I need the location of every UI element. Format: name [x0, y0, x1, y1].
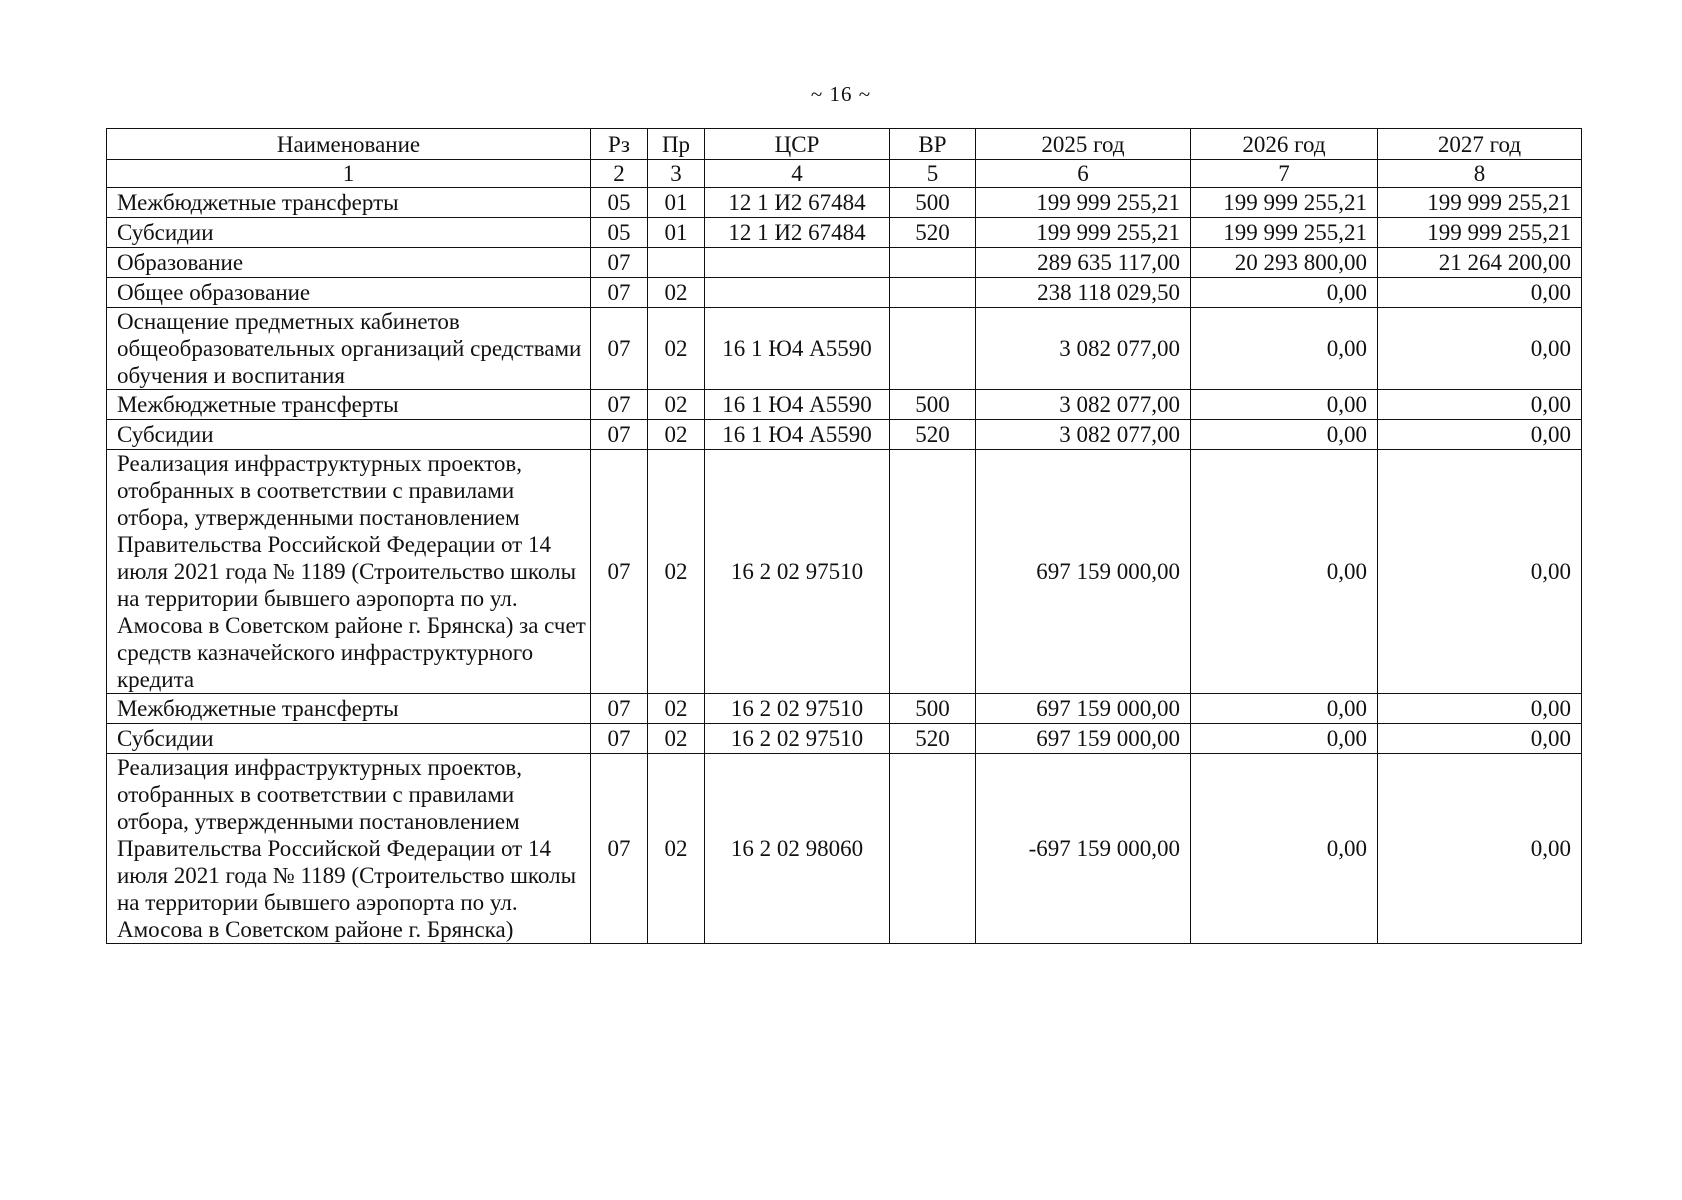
cell-pr: 02 — [648, 724, 705, 754]
table-row — [107, 694, 1582, 724]
cell-2026: 0,00 — [1191, 390, 1378, 420]
cell-csr: 12 1 И2 67484 — [705, 218, 890, 248]
cell-2027: 21 264 200,00 — [1378, 248, 1582, 278]
cell-pr: 02 — [648, 278, 705, 308]
cell-2025: 697 159 000,00 — [976, 694, 1191, 724]
column-number-row — [107, 160, 1582, 188]
cell-rz: 07 — [591, 694, 648, 724]
cell-2027: 0,00 — [1378, 278, 1582, 308]
cell-2025: 697 159 000,00 — [976, 724, 1191, 754]
cell-2027: 0,00 — [1378, 390, 1582, 420]
cell-2027: 0,00 — [1378, 694, 1582, 724]
cell-name: Межбюджетные трансферты — [107, 188, 591, 218]
cell-2026: 20 293 800,00 — [1191, 248, 1378, 278]
cell-2025: 199 999 255,21 — [976, 218, 1191, 248]
cell-rz: 07 — [591, 420, 648, 450]
table-row — [107, 278, 1582, 308]
cell-rz: 07 — [591, 754, 648, 944]
cell-vr: 500 — [890, 188, 976, 218]
header-pr: Пр — [648, 129, 705, 160]
cell-rz: 07 — [591, 248, 648, 278]
page-number: ~ 16 ~ — [810, 82, 872, 106]
column-number: 6 — [976, 160, 1191, 188]
table-row — [107, 390, 1582, 420]
cell-vr — [890, 278, 976, 308]
cell-2026: 199 999 255,21 — [1191, 218, 1378, 248]
table-header — [107, 129, 1582, 160]
cell-2027: 0,00 — [1378, 308, 1582, 390]
cell-2025: 289 635 117,00 — [976, 248, 1191, 278]
cell-2026: 0,00 — [1191, 278, 1378, 308]
table-row — [107, 308, 1582, 390]
header-2026: 2026 год — [1191, 129, 1378, 160]
cell-name: Общее образование — [107, 278, 591, 308]
cell-vr: 500 — [890, 694, 976, 724]
header-rz: Рз — [591, 129, 648, 160]
cell-2026: 0,00 — [1191, 308, 1378, 390]
cell-pr: 02 — [648, 420, 705, 450]
cell-vr: 500 — [890, 390, 976, 420]
header-csr: ЦСР — [705, 129, 890, 160]
cell-name: Образование — [107, 248, 591, 278]
cell-2025: -697 159 000,00 — [976, 754, 1191, 944]
cell-csr: 16 1 Ю4 А5590 — [705, 390, 890, 420]
cell-2026: 0,00 — [1191, 724, 1378, 754]
cell-csr: 16 2 02 97510 — [705, 694, 890, 724]
cell-name: Реализация инфраструктурных проектов, отобранных в соответствии с правилами отбора, утвержденными постановлением Правительства Российской Федерации от 14 июля 2021 года № 1189 (Строительство школы на территории бывшего аэропорта по ул. Амосова в Советском районе г. Брянска) за счет средств казначейского инфраструктурного кредита — [107, 450, 591, 694]
cell-name: Субсидии — [107, 218, 591, 248]
column-number: 5 — [890, 160, 976, 188]
cell-2025: 3 082 077,00 — [976, 420, 1191, 450]
header-2027: 2027 год — [1378, 129, 1582, 160]
cell-2025: 697 159 000,00 — [976, 450, 1191, 694]
cell-pr: 02 — [648, 694, 705, 724]
cell-2025: 3 082 077,00 — [976, 308, 1191, 390]
cell-2027: 0,00 — [1378, 420, 1582, 450]
cell-vr: 520 — [890, 724, 976, 754]
table-row — [107, 248, 1582, 278]
cell-pr: 02 — [648, 308, 705, 390]
cell-name: Субсидии — [107, 420, 591, 450]
cell-2025: 3 082 077,00 — [976, 390, 1191, 420]
cell-rz: 05 — [591, 188, 648, 218]
cell-vr — [890, 308, 976, 390]
cell-pr: 02 — [648, 390, 705, 420]
cell-2027: 199 999 255,21 — [1378, 188, 1582, 218]
budget-table — [106, 128, 1582, 944]
cell-rz: 07 — [591, 308, 648, 390]
cell-rz: 07 — [591, 278, 648, 308]
cell-2025: 238 118 029,50 — [976, 278, 1191, 308]
cell-2027: 0,00 — [1378, 724, 1582, 754]
cell-vr — [890, 248, 976, 278]
cell-pr: 01 — [648, 218, 705, 248]
cell-rz: 05 — [591, 218, 648, 248]
header-name: Наименование — [107, 129, 591, 160]
column-number: 1 — [107, 160, 591, 188]
cell-name: Межбюджетные трансферты — [107, 694, 591, 724]
cell-csr: 16 2 02 97510 — [705, 450, 890, 694]
table-row — [107, 450, 1582, 694]
table-row — [107, 754, 1582, 944]
cell-vr — [890, 754, 976, 944]
table-row — [107, 218, 1582, 248]
cell-name: Оснащение предметных кабинетов общеобразовательных организаций средствами обучения и воспитания — [107, 308, 591, 390]
table-row — [107, 724, 1582, 754]
cell-name: Субсидии — [107, 724, 591, 754]
cell-2027: 0,00 — [1378, 450, 1582, 694]
cell-rz: 07 — [591, 390, 648, 420]
cell-csr — [705, 248, 890, 278]
cell-2027: 0,00 — [1378, 754, 1582, 944]
column-number: 2 — [591, 160, 648, 188]
cell-2026: 0,00 — [1191, 754, 1378, 944]
header-2025: 2025 год — [976, 129, 1191, 160]
cell-csr: 16 1 Ю4 А5590 — [705, 420, 890, 450]
cell-csr: 16 2 02 97510 — [705, 724, 890, 754]
column-number: 8 — [1378, 160, 1582, 188]
cell-2025: 199 999 255,21 — [976, 188, 1191, 218]
cell-pr: 01 — [648, 188, 705, 218]
cell-rz: 07 — [591, 724, 648, 754]
cell-csr — [705, 278, 890, 308]
cell-2026: 0,00 — [1191, 694, 1378, 724]
header-vr: ВР — [890, 129, 976, 160]
cell-pr: 02 — [648, 754, 705, 944]
cell-pr — [648, 248, 705, 278]
column-number: 4 — [705, 160, 890, 188]
cell-csr: 12 1 И2 67484 — [705, 188, 890, 218]
cell-csr: 16 2 02 98060 — [705, 754, 890, 944]
header-row — [107, 129, 1582, 160]
table-row — [107, 420, 1582, 450]
table-body — [107, 160, 1582, 944]
cell-csr: 16 1 Ю4 А5590 — [705, 308, 890, 390]
table-row — [107, 188, 1582, 218]
cell-rz: 07 — [591, 450, 648, 694]
cell-2026: 0,00 — [1191, 450, 1378, 694]
cell-vr: 520 — [890, 420, 976, 450]
cell-2026: 0,00 — [1191, 420, 1378, 450]
column-number: 3 — [648, 160, 705, 188]
cell-pr: 02 — [648, 450, 705, 694]
column-number: 7 — [1191, 160, 1378, 188]
cell-name: Реализация инфраструктурных проектов, отобранных в соответствии с правилами отбора, утвержденными постановлением Правительства Российской Федерации от 14 июля 2021 года № 1189 (Строительство школы на территории бывшего аэропорта по ул. Амосова в Советском районе г. Брянска) — [107, 754, 591, 944]
cell-2026: 199 999 255,21 — [1191, 188, 1378, 218]
cell-name: Межбюджетные трансферты — [107, 390, 591, 420]
cell-vr: 520 — [890, 218, 976, 248]
cell-vr — [890, 450, 976, 694]
cell-2027: 199 999 255,21 — [1378, 218, 1582, 248]
